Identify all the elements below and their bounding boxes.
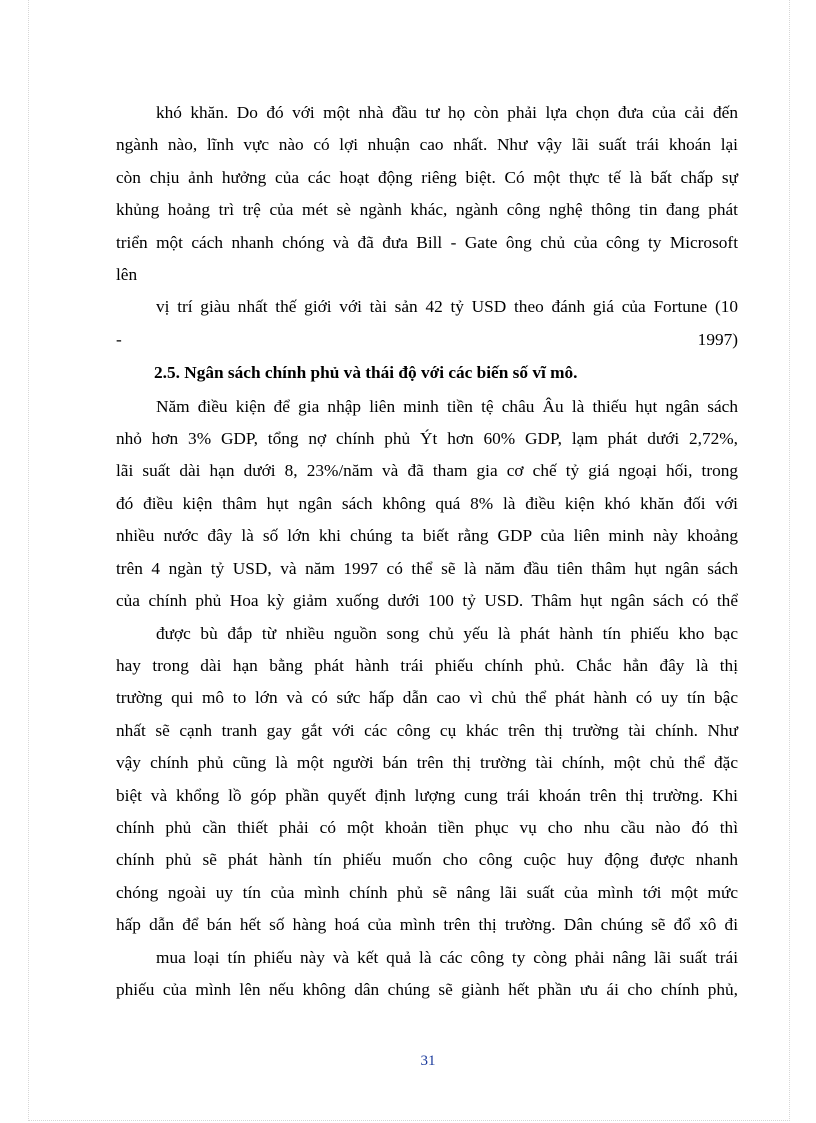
text-line: lãi suất dài hạn dưới 8, 23%/năm và đã tham gia cơ chế tỷ giá ngoại hối, trong (116, 461, 738, 481)
text-line: nhiều nước đây là số lớn khi chúng ta biết rằng GDP của liên minh này khoảng (116, 526, 738, 546)
text-line: lên (116, 265, 138, 285)
text-line: khó khăn. Do đó với một nhà đầu tư họ còn phải lựa chọn đưa của cải đến (156, 103, 738, 122)
text-line: vị trí giàu nhất thế giới với tài sản 42 tỷ USD theo đánh giá của Fortune (10 (156, 297, 738, 317)
text-line: phiếu của mình lên nếu không dân chúng sẽ giành hết phần ưu ái cho chính phủ, (116, 979, 738, 999)
paragraph (116, 618, 738, 942)
text-line: khủng hoảng trì trệ của mét sè ngành khác, ngành công nghệ thông tin đang phát (116, 200, 738, 220)
text-line: đó điều kiện thâm hụt ngân sách không quá 8% là điều kiện khó khăn đối với (116, 493, 738, 513)
text-line: triển một cách nhanh chóng và đã đưa Bill - Gate ông chủ của công ty Microsoft (116, 232, 738, 252)
text-line: còn chịu ảnh hưởng của các hoạt động riêng biệt. Có một thực tế là bất chấp sự (116, 167, 738, 187)
section-heading: 2.5. Ngân sách chính phủ và thái độ với các biến số vĩ mô. (154, 363, 578, 383)
text-line: được bù đắp từ nhiều nguồn song chủ yếu là phát hành tín phiếu kho bạc (156, 623, 738, 643)
text-line: biệt và khổng lồ góp phần quyết định lượng cung trái khoán trên thị trường. Khi (116, 785, 738, 805)
text-line: hấp dẫn để bán hết số hàng hoá của mình trên thị trường. Dân chúng sẽ đổ xô đi (116, 915, 738, 935)
paragraph (116, 942, 738, 1007)
text-line: trên 4 ngàn tỷ USD, và năm 1997 có thể sẽ là năm đầu tiên thâm hụt ngân sách (116, 558, 738, 578)
page-number: 31 (420, 1053, 436, 1069)
text-line: chính phủ sẽ phát hành tín phiếu muốn cho công cuộc huy động được nhanh (116, 850, 738, 870)
text-line: Năm điều kiện để gia nhập liên minh tiền tệ châu Âu là thiếu hụt ngân sách (156, 396, 738, 416)
text-line: mua loại tín phiếu này và kết quả là các công ty còng phải nâng lãi suất trái (156, 947, 738, 967)
text-line: chính phủ cần thiết phải có một khoản tiền phục vụ cho nhu cầu nào đó thì (116, 817, 738, 837)
text-line: trường qui mô to lớn và có sức hấp dẫn cao vì chủ thể phát hành có uy tín bậc (116, 688, 738, 708)
paragraph (116, 391, 738, 618)
text-line: của chính phủ Hoa kỳ giảm xuống dưới 100 tỷ USD. Thâm hụt ngân sách có thể (116, 591, 738, 611)
document-body (116, 97, 738, 1006)
text-line: ngành nào, lĩnh vực nào có lợi nhuận cao nhất. Như vậy lãi suất trái khoán lại (116, 135, 738, 155)
text-line (116, 324, 738, 356)
paragraph (116, 291, 738, 356)
text-line: vậy chính phủ cũng là một người bán trên thị trường tài chính, một chủ thể đặc (116, 753, 738, 773)
year-text: 1997) (697, 329, 738, 349)
text-line: nhỏ hơn 3% GDP, tổng nợ chính phủ Ýt hơn 60% GDP, lạm phát dưới 2,72%, (116, 429, 738, 449)
paragraph (116, 97, 738, 291)
text-line: hay trong dài hạn bằng phát hành trái phiếu chính phủ. Chắc hẳn đây là thị (116, 655, 738, 675)
dash-text: - (116, 329, 122, 349)
text-line: nhất sẽ cạnh tranh gay gắt với các công cụ khác trên thị trường tài chính. Như (116, 720, 738, 740)
text-line: chóng ngoài uy tín của mình chính phủ sẽ nâng lãi suất của mình tới một mức (116, 882, 738, 902)
